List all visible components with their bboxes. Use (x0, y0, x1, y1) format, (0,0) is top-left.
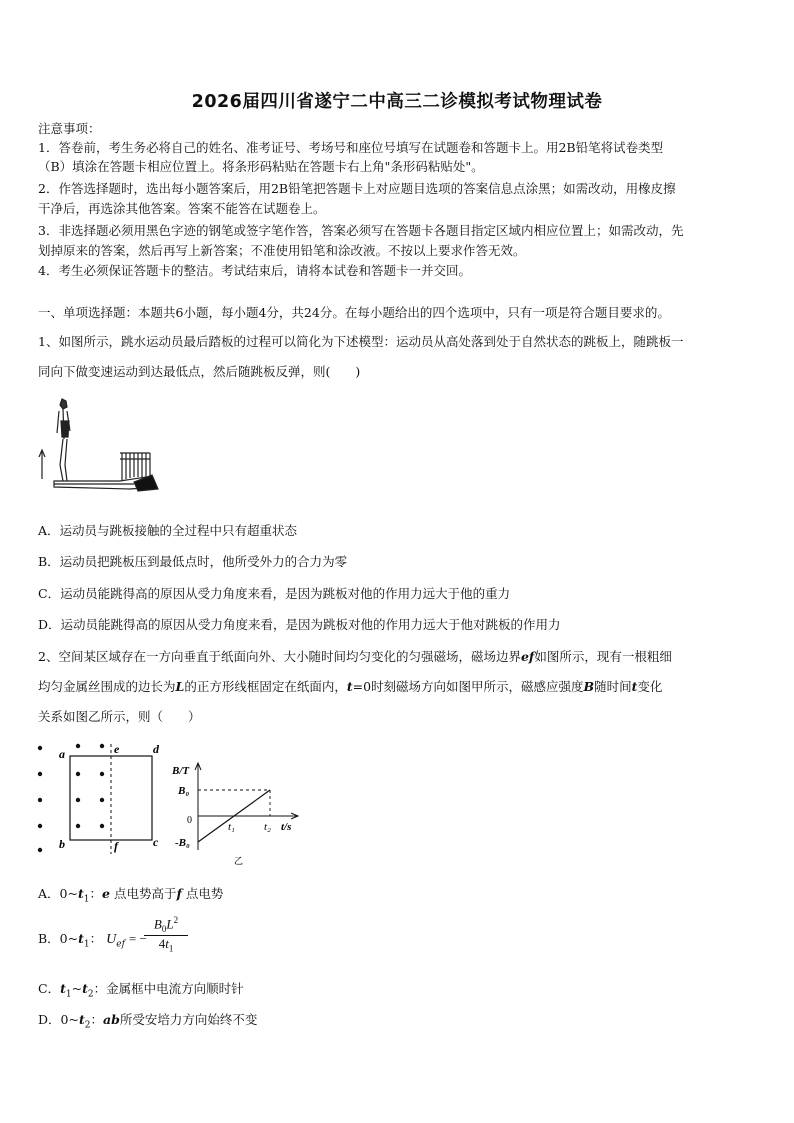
label-e: e (114, 742, 120, 756)
q1-diver-figure (34, 395, 160, 507)
label-b: b (59, 837, 65, 851)
notice-line-6: 划掉原来的答案，然后再写上新答案；不准使用铅笔和涂改液。不按以上要求作答无效。 (38, 243, 526, 258)
q2-option-a: A．$0\sim t_1$：e 点电势高于f 点电势 (38, 886, 224, 905)
axis-y-label: B/T (172, 765, 190, 777)
q2-option-b: B．$0\sim t_1$： $U_{ef}$ = − (38, 931, 147, 950)
page-title: 2026届四川省遂宁二中高三二诊模拟考试物理试卷 (191, 92, 603, 112)
tick-t2: t₂ (264, 821, 271, 833)
caption-yi: 乙 (234, 856, 244, 866)
axis-x-label: t/s (281, 821, 292, 833)
q2-option-b-fraction: $B_0L^2$ $4t_1$ (144, 915, 188, 954)
notice-line-4: 干净后，再选涂其他答案。答案不能答在试题卷上。 (38, 201, 326, 216)
q1-option-d: D．运动员能跳得高的原因从受力角度来看，是因为跳板对他的作用力远大于他对跳板的作用力 (38, 617, 561, 632)
label-d: d (153, 742, 159, 756)
q1-option-c: C．运动员能跳得高的原因从受力角度来看，是因为跳板对他的作用力远大于他的重力 (38, 586, 511, 601)
q2-figure-yi (170, 758, 310, 870)
q2-stem-line3: 关系如图乙所示，则（ ） (38, 709, 201, 724)
section-heading: 一、单项选择题：本题共6小题，每小题4分，共24分。在每小题给出的四个选项中，只有一项是符合题目要求的。 (38, 305, 670, 320)
q1-stem-line1: 1、如图所示，跳水运动员最后踏板的过程可以简化为下述模型：运动员从高处落到处于自然状态的跳板上，随跳板一 (38, 334, 684, 349)
notice-line-1: 1．答卷前，考生务必将自己的姓名、准考证号、考场号和座位号填写在试题卷和答题卡上。用2B铅笔将试卷类型 (38, 140, 664, 155)
notice-line-3: 2．作答选择题时，选出每小题答案后，用2B铅笔把答题卡上对应题目选项的答案信息点涂黑；如需改动，用橡皮擦 (38, 181, 676, 196)
tick-neg-b0: -B₀ (175, 837, 190, 849)
q1-option-a: A．运动员与跳板接触的全过程中只有超重状态 (38, 523, 298, 538)
notice-line-2: （B）填涂在答题卡相应位置上。将条形码粘贴在答题卡右上角"条形码粘贴处"。 (38, 159, 484, 174)
notice-line-5: 3．非选择题必须用黑色字迹的钢笔或签字笔作答，答案必须写在答题卡各题目指定区域内相应位置上；如需改动，先 (38, 223, 684, 238)
q2-figure-jia (32, 736, 172, 866)
q2-stem-line1: 2、空间某区域存在一方向垂直于纸面向外、大小随时间均匀变化的匀强磁场，磁场边界ef如图所示，现有一根粗细 (38, 649, 672, 664)
notice-heading: 注意事项： (38, 121, 101, 136)
q2-option-c: C．$t_1\sim t_2$：金属框中电流方向顺时针 (38, 981, 244, 1000)
label-c: c (153, 835, 159, 849)
q1-stem-line2: 同向下做变速运动到达最低点，然后随跳板反弹，则( ) (38, 364, 361, 379)
label-f: f (114, 839, 118, 853)
q2-option-d: D．$0\sim t_2$：ab所受安培力方向始终不变 (38, 1012, 258, 1031)
q2-stem-line2: 均匀金属丝围成的边长为L的正方形线框固定在纸面内，t=0时刻磁场方向如图甲所示，磁感应强度B随时间t变化 (38, 679, 663, 694)
label-a: a (59, 747, 65, 761)
tick-b0: B₀ (178, 785, 190, 797)
tick-origin: 0 (187, 815, 192, 826)
q1-option-b: B．运动员把跳板压到最低点时，他所受外力的合力为零 (38, 554, 348, 569)
tick-t1: t₁ (228, 821, 235, 833)
notice-line-7: 4．考生必须保证答题卡的整洁。考试结束后，请将本试卷和答题卡一并交回。 (38, 263, 471, 278)
